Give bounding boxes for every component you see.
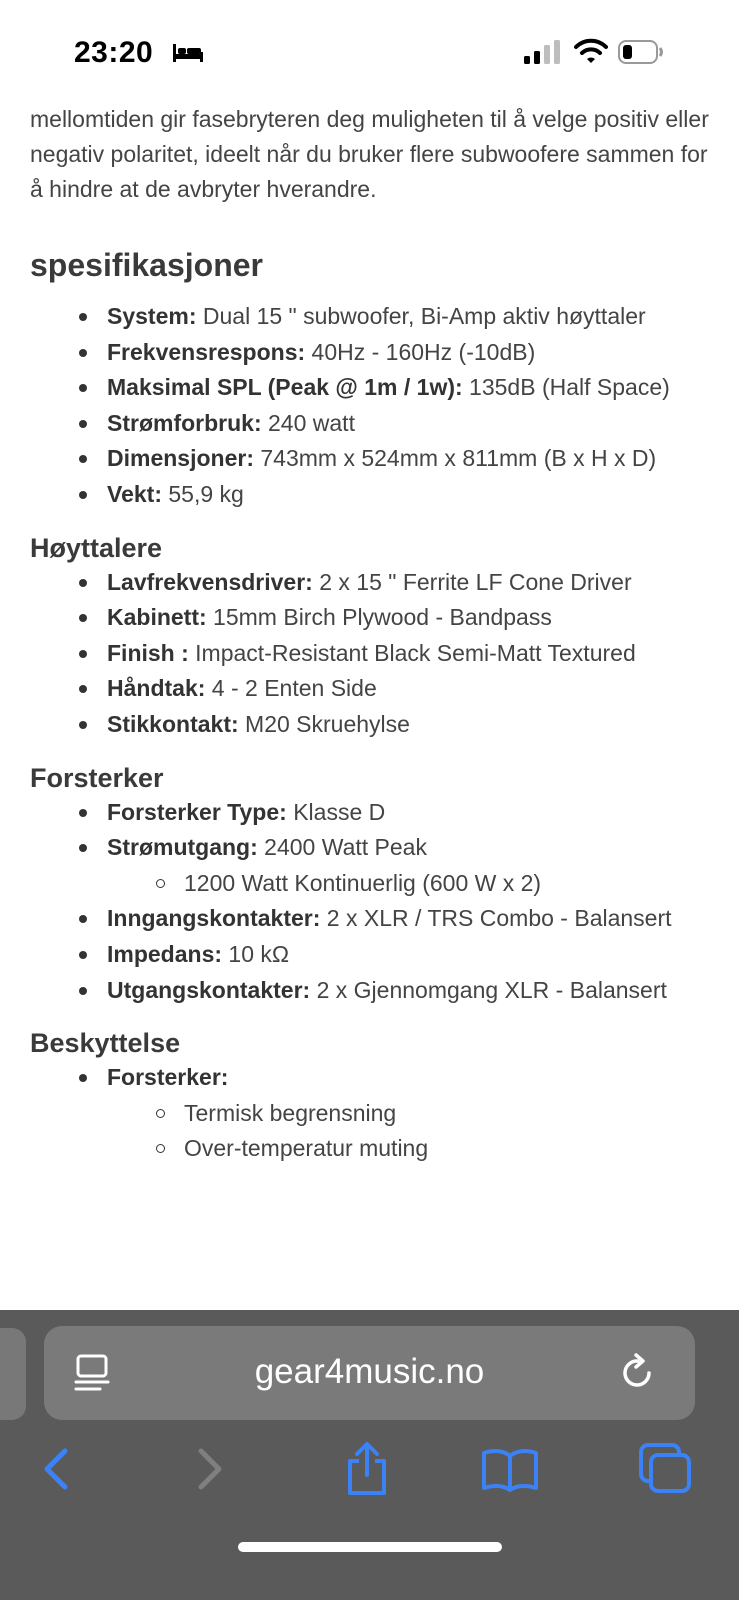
- list-item: [107, 636, 720, 672]
- battery-icon: [618, 40, 664, 64]
- spec-value: M20 Skruehylse: [238, 710, 410, 737]
- spec-label: Maksimal SPL (Peak @ 1m / 1w):: [107, 374, 463, 401]
- sub-list-item: Termisk begrensning: [184, 1096, 720, 1132]
- spec-label: Utgangskontakter:: [107, 976, 311, 1003]
- list-item: [107, 477, 720, 513]
- protection-heading: Beskyttelse: [30, 1028, 181, 1059]
- spec-label: System:: [107, 303, 197, 329]
- spec-value: 2400 Watt Peak: [257, 834, 427, 861]
- spec-value: Klasse D: [286, 798, 386, 825]
- back-button[interactable]: [26, 1436, 86, 1502]
- amplifier-heading: Forsterker: [30, 762, 164, 793]
- status-time: 23:20: [74, 36, 154, 69]
- list-item: [107, 299, 720, 335]
- forward-icon: [195, 1447, 225, 1491]
- sub-list: [107, 1096, 720, 1167]
- spec-value: 2 x 15 " Ferrite LF Cone Driver: [312, 568, 632, 595]
- general-spec-list: [30, 299, 720, 513]
- spec-value: Impact-Resistant Black Semi-Matt Textured: [188, 639, 636, 666]
- spec-value: 40Hz - 160Hz (-10dB): [305, 338, 536, 365]
- spec-label: Lavfrekvensdriver:: [107, 568, 313, 595]
- list-item: [107, 707, 720, 743]
- wifi-icon: [574, 38, 608, 64]
- spec-label: Vekt:: [107, 480, 162, 507]
- sub-list: [107, 866, 720, 902]
- spec-label: Strømforbruk:: [107, 409, 262, 436]
- signal-icon: [524, 40, 562, 64]
- spec-label: Dimensjoner:: [107, 445, 254, 472]
- spec-value: 10 kΩ: [222, 940, 290, 967]
- spec-label: Stikkontakt:: [107, 710, 239, 737]
- status-bar: [0, 0, 739, 100]
- bottom-toolbar: [0, 1436, 739, 1502]
- list-item: [107, 1060, 720, 1167]
- amplifier-spec-list: [30, 795, 720, 1009]
- home-indicator[interactable]: [238, 1542, 502, 1552]
- spec-heading: spesifikasjoner: [30, 247, 263, 283]
- share-button[interactable]: [337, 1436, 397, 1502]
- spec-value: 2 x XLR / TRS Combo - Balansert: [320, 905, 672, 932]
- list-item: [107, 441, 720, 477]
- forward-button[interactable]: [180, 1436, 240, 1502]
- speakers-heading: Høyttalere: [30, 532, 163, 563]
- spec-label: Forsterker Type:: [107, 798, 287, 825]
- url-text[interactable]: gear4music.no: [254, 1352, 485, 1391]
- spec-value: 135dB (Half Space): [462, 374, 670, 401]
- tabs-icon: [639, 1443, 693, 1495]
- browser-chrome: [0, 1310, 739, 1600]
- spec-value: 2 x Gjennomgang XLR - Balansert: [310, 976, 667, 1003]
- spec-label: Frekvensrespons:: [107, 338, 306, 365]
- bed-icon: [172, 42, 204, 64]
- tabs-button[interactable]: [636, 1436, 696, 1502]
- list-item: [107, 901, 720, 937]
- spec-value: 240 watt: [261, 409, 355, 436]
- protection-spec-list: [30, 1060, 720, 1167]
- previous-tab-preview[interactable]: [0, 1328, 26, 1420]
- list-item: [107, 565, 720, 601]
- share-icon: [344, 1441, 390, 1497]
- spec-value: 55,9 kg: [161, 480, 244, 507]
- back-icon: [41, 1447, 71, 1491]
- article-content: [30, 100, 720, 1185]
- spec-label: Inngangskontakter:: [107, 905, 321, 932]
- sub-list-item: 1200 Watt Kontinuerlig (600 W x 2): [184, 866, 720, 902]
- spec-label: Kabinett:: [107, 604, 207, 631]
- spec-value: 15mm Birch Plywood - Bandpass: [206, 604, 552, 631]
- intro-paragraph: mellomtiden gir fasebryteren deg muligheten til å velge positiv eller negativ polaritet, ideelt når du bruker flere subwoofere sammen for å hindre at de avbryter hverandre.: [30, 106, 709, 202]
- spec-value: 743mm x 524mm x 811mm (B x H x D): [253, 445, 657, 472]
- list-item: [107, 795, 720, 831]
- sub-list-item: Over-temperatur muting: [184, 1131, 720, 1167]
- bookmarks-icon: [481, 1446, 539, 1492]
- list-item: [107, 973, 720, 1009]
- list-item: [107, 335, 720, 371]
- spec-label: Forsterker:: [107, 1064, 229, 1091]
- list-item: [107, 600, 720, 636]
- list-item: [107, 830, 720, 901]
- address-bar[interactable]: [44, 1326, 695, 1420]
- list-item: [107, 671, 720, 707]
- spec-label: Finish :: [107, 639, 189, 666]
- list-item: [107, 370, 720, 406]
- spec-label: Impedans:: [107, 940, 223, 967]
- speakers-spec-list: [30, 565, 720, 743]
- list-item: [107, 937, 720, 973]
- spec-label: Strømutgang:: [107, 834, 258, 861]
- reload-icon[interactable]: [616, 1352, 658, 1394]
- bookmarks-button[interactable]: [480, 1436, 540, 1502]
- spec-value: Dual 15 " subwoofer, Bi-Amp aktiv høyttaler: [196, 303, 646, 329]
- spec-label: Håndtak:: [107, 675, 206, 702]
- spec-value: 4 - 2 Enten Side: [205, 675, 377, 702]
- list-item: [107, 406, 720, 442]
